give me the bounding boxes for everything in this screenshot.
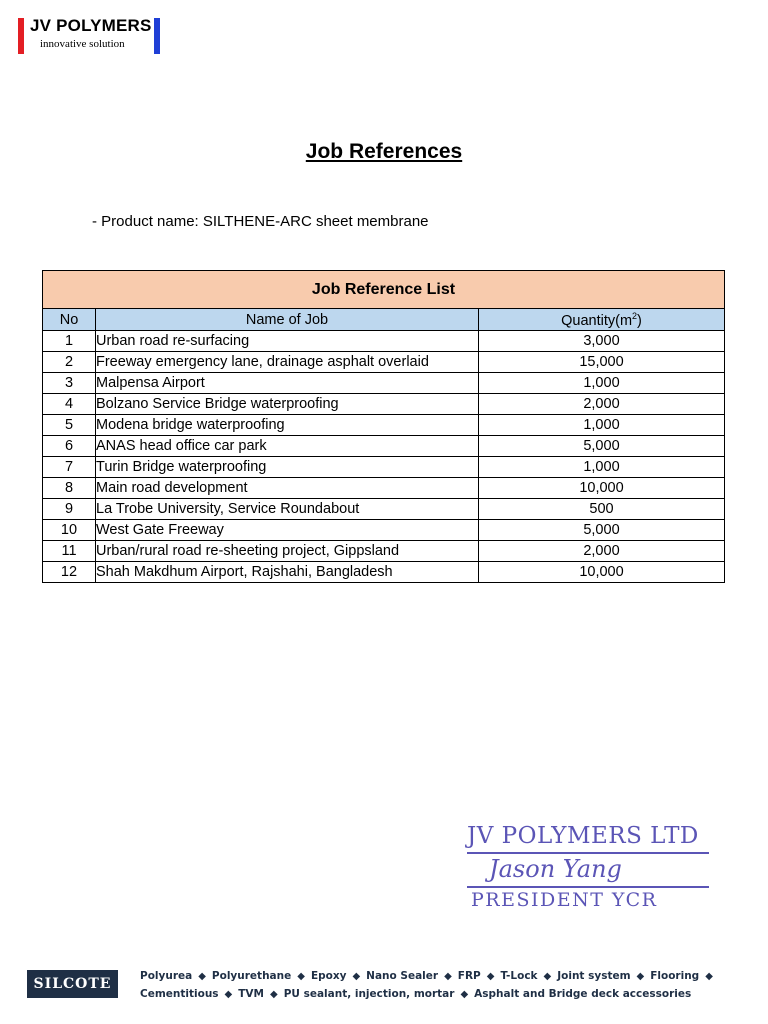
row-quantity: 3,000 [479, 331, 725, 352]
diamond-separator-icon: ◆ [297, 971, 305, 982]
row-no: 1 [43, 331, 96, 352]
row-job-name: Freeway emergency lane, drainage asphalt overlaid [96, 352, 479, 373]
row-quantity: 5,000 [479, 436, 725, 457]
diamond-separator-icon: ◆ [543, 971, 552, 982]
logo-red-bar [18, 18, 24, 54]
logo-blue-bar [154, 18, 160, 54]
header-quantity-text: Quantity(m [561, 312, 633, 329]
stamp-rule-top [467, 852, 709, 854]
table-title: Job Reference List [43, 271, 725, 309]
row-quantity: 1,000 [479, 373, 725, 394]
table-row [43, 541, 725, 562]
row-no: 9 [43, 499, 96, 520]
table-row [43, 352, 725, 373]
header-quantity-close: ) [637, 312, 642, 329]
row-job-name: Shah Makdhum Airport, Rajshahi, Bangladesh [96, 562, 479, 583]
row-no: 2 [43, 352, 96, 373]
row-job-name: Modena bridge waterproofing [96, 415, 479, 436]
row-no: 8 [43, 478, 96, 499]
footer-product-item: Joint system [557, 970, 631, 982]
footer-product-item: PU sealant, injection, mortar [283, 988, 455, 1000]
row-no: 11 [43, 541, 96, 562]
stamp-title: PRESIDENT YCR [471, 889, 658, 911]
table-row [43, 436, 725, 457]
row-no: 4 [43, 394, 96, 415]
footer-product-item: TVM [238, 988, 264, 1000]
diamond-separator-icon: ◆ [460, 989, 469, 1000]
row-quantity: 500 [479, 499, 725, 520]
header-quantity [479, 309, 725, 331]
logo-tagline: innovative solution [40, 38, 125, 50]
footer-product-item: T-Lock [500, 970, 538, 982]
table-row [43, 478, 725, 499]
stamp-signatory-name: Jason Yang [489, 855, 622, 883]
table-row [43, 499, 725, 520]
logo-brand-name: JV POLYMERS [30, 16, 152, 35]
job-reference-table [42, 270, 725, 583]
row-no: 10 [43, 520, 96, 541]
table-row [43, 331, 725, 352]
row-job-name: Urban/rural road re-sheeting project, Gippsland [96, 541, 479, 562]
row-quantity: 2,000 [479, 394, 725, 415]
row-quantity: 15,000 [479, 352, 725, 373]
footer-product-item: Cementitious [140, 988, 219, 1000]
diamond-separator-icon: ◆ [198, 971, 206, 982]
table-row [43, 373, 725, 394]
table-row [43, 457, 725, 478]
footer-product-item: Asphalt and Bridge deck accessories [474, 988, 692, 1000]
diamond-separator-icon: ◆ [224, 989, 233, 1000]
stamp-company: JV POLYMERS LTD [467, 823, 699, 849]
row-job-name: Bolzano Service Bridge waterproofing [96, 394, 479, 415]
header-no: No [43, 309, 96, 331]
row-quantity: 1,000 [479, 415, 725, 436]
footer-product-item: Nano Sealer [366, 970, 439, 982]
footer-product-item: Polyurethane [211, 970, 292, 982]
footer-product-item: Polyurea [140, 970, 193, 982]
diamond-separator-icon: ◆ [636, 971, 645, 982]
row-no: 6 [43, 436, 96, 457]
row-quantity: 5,000 [479, 520, 725, 541]
row-job-name: West Gate Freeway [96, 520, 479, 541]
row-quantity: 10,000 [479, 478, 725, 499]
diamond-separator-icon: ◆ [352, 971, 361, 982]
row-job-name: Malpensa Airport [96, 373, 479, 394]
row-no: 7 [43, 457, 96, 478]
footer-product-item: Flooring [650, 970, 700, 982]
diamond-separator-icon: ◆ [486, 971, 495, 982]
product-name-line: - Product name: SILTHENE-ARC sheet membrane [92, 213, 429, 230]
header-quantity-sup: 2 [632, 310, 638, 321]
footer-product-item: Epoxy [310, 970, 347, 982]
row-quantity: 10,000 [479, 562, 725, 583]
row-no: 12 [43, 562, 96, 583]
header-name-of-job: Name of Job [96, 309, 479, 331]
row-no: 3 [43, 373, 96, 394]
page-title: Job References [305, 140, 463, 163]
footer-products-line-2 [140, 988, 691, 1000]
row-job-name: Main road development [96, 478, 479, 499]
footer-product-item: FRP [457, 970, 481, 982]
row-job-name: Urban road re-surfacing [96, 331, 479, 352]
table-header-row [43, 309, 725, 331]
row-job-name: Turin Bridge waterproofing [96, 457, 479, 478]
company-logo [18, 16, 162, 56]
diamond-separator-icon: ◆ [705, 971, 713, 982]
table-row [43, 394, 725, 415]
footer-products-line-1 [140, 970, 719, 982]
row-quantity: 1,000 [479, 457, 725, 478]
diamond-separator-icon: ◆ [444, 971, 452, 982]
row-quantity: 2,000 [479, 541, 725, 562]
company-stamp [463, 823, 713, 915]
table-row [43, 415, 725, 436]
row-job-name: La Trobe University, Service Roundabout [96, 499, 479, 520]
row-job-name: ANAS head office car park [96, 436, 479, 457]
footer-brand-badge: SILCOTE [27, 970, 118, 998]
row-no: 5 [43, 415, 96, 436]
table-row [43, 562, 725, 583]
stamp-rule-bottom [467, 886, 709, 888]
table-row [43, 520, 725, 541]
diamond-separator-icon: ◆ [270, 989, 278, 1000]
